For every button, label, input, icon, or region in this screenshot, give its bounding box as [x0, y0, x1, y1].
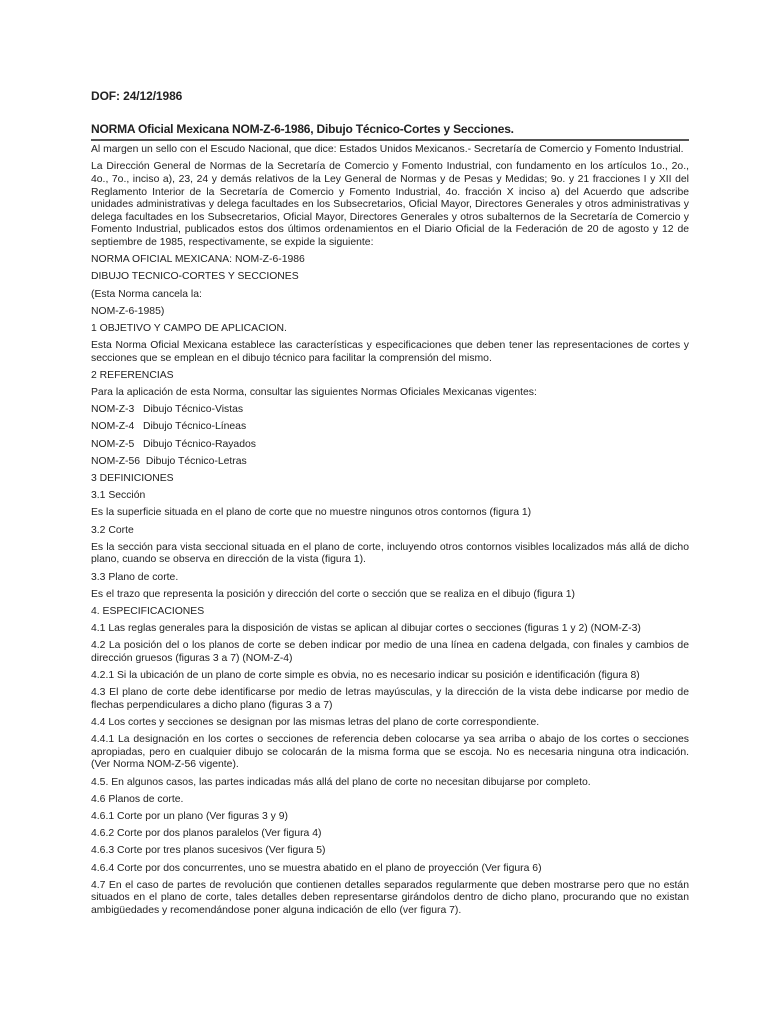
paragraph: La Dirección General de Normas de la Secretaría de Comercio y Fomento Industrial, con fundamento en los artículos 1o., 2o., 4o., 7o., inciso a), 23, 24 y demás relativos de la Ley General de Normas y de Pesas y Medidas; 9o. y 21 fracciones I y XII del Reglamento Interior de la Secretaría de Comercio y Fomento Industrial, 4o. fracción X inciso a) del Acuerdo que adscribe unidades administrativas y delega facultades en los Subsecretarios, Oficial Mayor, Directores Generales y otros administrativas y delega facultades en los Subsecretarios, Oficial Mayor, Directores Generales y otros subalternos de la Secretaría de Comercio y Fomento Industrial, publicados estos dos últimos ordenamientos en el Diario Oficial de la Federación de 20 de agosto y 12 de septiembre de 1985, respectivamente, se expide la siguiente:: [91, 161, 689, 248]
reference-item: NOM-Z-3 Dibujo Técnico-Vistas: [91, 404, 244, 416]
document-body: [91, 90, 689, 922]
paragraph: 4.2 La posición del o los planos de corte se deben indicar por medio de una línea en cadena delgada, con finales y cambios de dirección gruesos (figuras 3 a 7) (NOM-Z-4): [91, 640, 689, 664]
paragraph: Es el trazo que representa la posición y dirección del corte o sección que se realiza en el dibujo (figura 1): [91, 588, 576, 600]
paragraph: 4.4.1 La designación en los cortes o secciones de referencia deben colocarse ya sea arriba o abajo de los cortes o secciones apropiadas, pero en cualquier dibujo se colocarán de la misma forma que se escoja. No es necesaria ninguna otra indicación. (Ver Norma NOM-Z-56 vigente).: [91, 734, 689, 771]
paragraph: 4.6.1 Corte por un plano (Ver figuras 3 y 9): [91, 810, 288, 822]
paragraph: 4.2.1 Si la ubicación de un plano de corte simple es obvia, no es necesario indicar su posición e identificación (figura 8): [91, 670, 640, 682]
section-heading: 1 OBJETIVO Y CAMPO DE APLICACION.: [91, 322, 287, 334]
reference-item: NOM-Z-4 Dibujo Técnico-Líneas: [91, 421, 247, 433]
section-heading: 2 REFERENCIAS: [91, 369, 174, 381]
paragraph: Es la superficie situada en el plano de corte que no muestre ningunos otros contornos (figura 1): [91, 507, 532, 519]
paragraph: 4.6.2 Corte por dos planos paralelos (Ver figura 4): [91, 828, 322, 840]
paragraph: NOM-Z-6-1985): [91, 305, 165, 317]
subsection-heading: 3.3 Plano de corte.: [91, 571, 179, 583]
paragraph: NORMA OFICIAL MEXICANA: NOM-Z-6-1986: [91, 254, 305, 266]
reference-item: NOM-Z-5 Dibujo Técnico-Rayados: [91, 438, 256, 450]
paragraph: 4.1 Las reglas generales para la disposición de vistas se aplican al dibujar cortes o secciones (figuras 1 y 2) (NOM-Z-3): [91, 623, 641, 635]
subsection-heading: 3.2 Corte: [91, 524, 134, 536]
paragraph: 4.5. En algunos casos, las partes indicadas más allá del plano de corte no necesitan dibujarse por completo.: [91, 776, 591, 788]
paragraph: Para la aplicación de esta Norma, consultar las siguientes Normas Oficiales Mexicanas vigentes:: [91, 387, 537, 399]
paragraph: DIBUJO TECNICO-CORTES Y SECCIONES: [91, 271, 299, 283]
subsection-heading: 4.6 Planos de corte.: [91, 793, 184, 805]
section-heading: 3 DEFINICIONES: [91, 472, 174, 484]
reference-item: NOM-Z-56 Dibujo Técnico-Letras: [91, 455, 247, 467]
paragraph: 4.7 En el caso de partes de revolución que contienen detalles separados regularmente que deben mostrarse pero que no están situados en el plano de corte, tales detalles deben representarse girándolos dentro de dicho plano, procurando que no existan ambigüedades y recomendándose poner alguna indicación de ello (ver figura 7).: [91, 879, 689, 916]
document-title: NORMA Oficial Mexicana NOM-Z-6-1986, Dibujo Técnico-Cortes y Secciones.: [91, 123, 689, 142]
paragraph: 4.4 Los cortes y secciones se designan por las mismas letras del plano de corte correspondiente.: [91, 717, 540, 728]
paragraph: Esta Norma Oficial Mexicana establece las características y especificaciones que deben tener las representaciones de cortes y secciones que se emplean en el dibujo técnico para facilitar la comprensión del mismo.: [91, 340, 689, 364]
dof-date: DOF: 24/12/1986: [91, 89, 183, 103]
paragraph: Es la sección para vista seccional situada en el plano de corte, incluyendo otros contornos visibles localizados más allá de dicho plano, cuando se observa en dirección de la vista (figura 1).: [91, 541, 689, 566]
section-heading: 4. ESPECIFICACIONES: [91, 605, 205, 617]
paragraph: 4.6.4 Corte por dos concurrentes, uno se muestra abatido en el plano de proyección (Ver figura 6): [91, 862, 542, 874]
paragraph: 4.3 El plano de corte debe identificarse por medio de letras mayúsculas, y la dirección de la vista debe indicarse por medio de flechas perpendiculares a dicho plano (figuras 3 a 7): [91, 687, 689, 711]
paragraph: Al margen un sello con el Escudo Nacional, que dice: Estados Unidos Mexicanos.- Secretaría de Comercio y Fomento Industrial.: [91, 144, 684, 156]
paragraph: 4.6.3 Corte por tres planos sucesivos (Ver figura 5): [91, 845, 326, 857]
subsection-heading: 3.1 Sección: [91, 490, 146, 502]
paragraph: (Esta Norma cancela la:: [91, 288, 202, 300]
